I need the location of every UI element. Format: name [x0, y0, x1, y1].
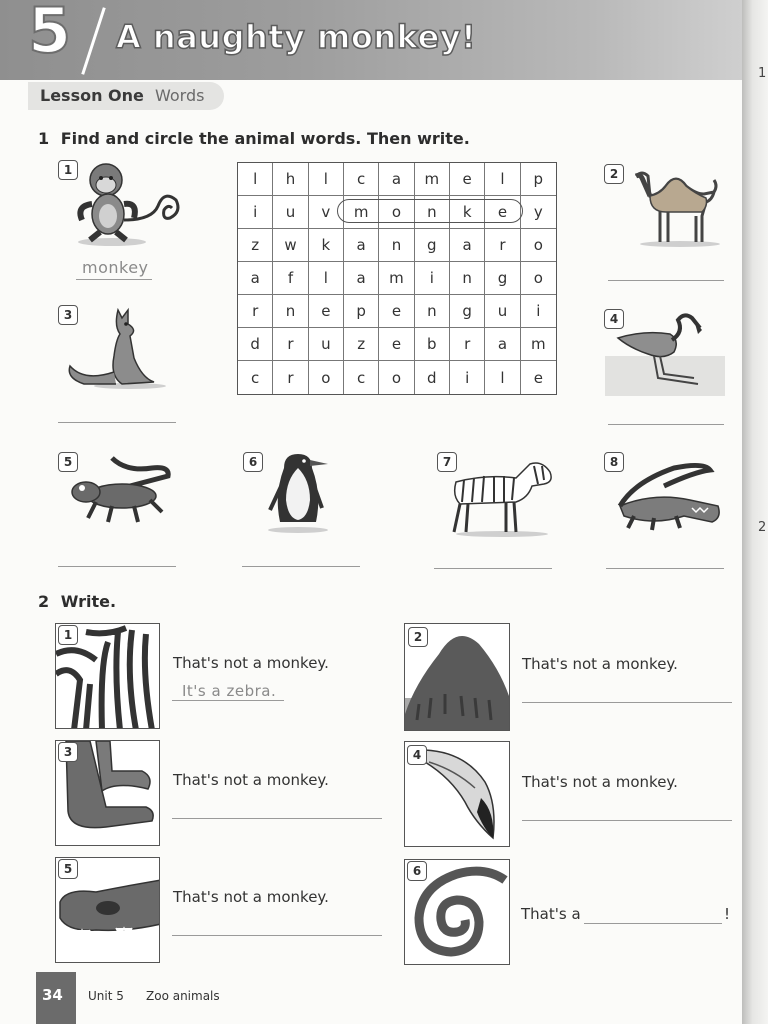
wordsearch-cell[interactable]: n: [450, 262, 485, 295]
wordsearch-cell[interactable]: k: [309, 229, 344, 262]
book-spine: [742, 0, 768, 1024]
wordsearch-cell[interactable]: a: [238, 262, 273, 295]
circled-word-monkey: [337, 199, 523, 223]
wordsearch-cell[interactable]: p: [344, 295, 379, 328]
lesson-section: Words: [155, 86, 205, 105]
exercise-2-heading: [38, 592, 116, 611]
camel-icon: [630, 166, 726, 248]
wordsearch-cell[interactable]: l: [485, 163, 520, 196]
wordsearch-cell[interactable]: l: [485, 361, 520, 394]
facing-page-number: 1: [758, 66, 767, 81]
wordsearch-cell[interactable]: n: [379, 229, 414, 262]
wordsearch-cell[interactable]: e: [533, 368, 543, 387]
item-number-box: 4: [604, 309, 624, 329]
exercise-2-number: 2: [38, 592, 50, 611]
wordsearch-cell[interactable]: o: [521, 262, 556, 295]
wordsearch-cell[interactable]: a: [344, 229, 379, 262]
wordsearch-cell[interactable]: m: [344, 196, 379, 229]
wordsearch-cell[interactable]: i: [238, 196, 273, 229]
write-line[interactable]: [434, 568, 552, 569]
wordsearch-cell[interactable]: n: [415, 295, 450, 328]
lesson-label: Lesson One: [40, 86, 144, 105]
wordsearch-cell[interactable]: r: [273, 328, 308, 361]
wordsearch-cell[interactable]: l: [309, 163, 344, 196]
wordsearch-cell[interactable]: o: [379, 196, 414, 229]
item-number-box: 6: [407, 861, 427, 881]
wordsearch-cell[interactable]: e: [485, 196, 520, 229]
banner-divider: [81, 7, 105, 75]
wordsearch-cell[interactable]: d: [238, 328, 273, 361]
wordsearch-cell[interactable]: e: [379, 295, 414, 328]
write-line[interactable]: [242, 566, 360, 567]
write-line[interactable]: [584, 923, 722, 924]
wordsearch-cell[interactable]: u: [273, 196, 308, 229]
wordsearch-cell[interactable]: h: [273, 163, 308, 196]
unit-title: A naughty monkey!: [116, 18, 477, 56]
prompt-sentence: That's not a monkey.: [173, 888, 329, 906]
wordsearch-cell[interactable]: e: [450, 163, 485, 196]
wordsearch-cell[interactable]: i: [415, 262, 450, 295]
wordsearch-cell[interactable]: f: [273, 262, 308, 295]
write-line[interactable]: [172, 935, 382, 936]
wordsearch-cell[interactable]: b: [415, 328, 450, 361]
wordsearch-cell[interactable]: z: [344, 328, 379, 361]
wordsearch-cell[interactable]: c: [344, 361, 379, 394]
item-number-box: 3: [58, 305, 78, 325]
zebra-icon: [446, 456, 556, 538]
wordsearch-grid[interactable]: [237, 162, 557, 395]
item-number-box: 4: [407, 745, 427, 765]
wordsearch-cell[interactable]: o: [379, 361, 414, 394]
answer-text: monkey: [82, 258, 149, 277]
wordsearch-cell[interactable]: r: [273, 361, 308, 394]
item-number-box: 2: [604, 164, 624, 184]
wordsearch-cell[interactable]: n: [415, 196, 450, 229]
wordsearch-cell[interactable]: n: [273, 295, 308, 328]
wordsearch-cell[interactable]: a: [379, 163, 414, 196]
write-line[interactable]: [608, 424, 724, 425]
write-line[interactable]: [172, 818, 382, 819]
unit-number: 5: [28, 0, 72, 67]
item-number-box: 5: [58, 859, 78, 879]
wordsearch-cell[interactable]: l: [309, 262, 344, 295]
wordsearch-cell[interactable]: g: [485, 262, 520, 295]
sentence-end: !: [724, 905, 731, 923]
write-line[interactable]: [522, 702, 732, 703]
item-number-box: 8: [604, 452, 624, 472]
exercise-1-number: 1: [38, 129, 50, 148]
write-line[interactable]: [76, 279, 152, 280]
wordsearch-cell[interactable]: c: [344, 163, 379, 196]
exercise-1-heading: [38, 129, 470, 148]
write-line[interactable]: [172, 700, 284, 701]
write-line[interactable]: [608, 280, 724, 281]
item-number-box: 6: [243, 452, 263, 472]
exercise-2-instruction: Write.: [60, 592, 117, 611]
prompt-sentence: That's not a monkey.: [173, 771, 329, 789]
item-number-box: 3: [58, 742, 78, 762]
write-line[interactable]: [606, 568, 724, 569]
wordsearch-cell[interactable]: u: [485, 295, 520, 328]
wordsearch-cell[interactable]: m: [415, 163, 450, 196]
wordsearch-cell[interactable]: z: [238, 229, 273, 262]
write-line[interactable]: [522, 820, 732, 821]
monkey-icon: [72, 160, 184, 248]
crocodile-icon: [614, 462, 724, 534]
footer-unit: Unit 5: [88, 989, 124, 1003]
page-number: 34: [42, 986, 63, 1004]
wordsearch-cell[interactable]: o: [309, 361, 344, 394]
lesson-bar: [28, 82, 224, 110]
wordsearch-cell[interactable]: l: [238, 163, 273, 196]
wordsearch-cell[interactable]: g: [450, 295, 485, 328]
item-number-box: 1: [58, 625, 78, 645]
penguin-icon: [262, 450, 334, 534]
wordsearch-cell[interactable]: v: [309, 196, 344, 229]
wordsearch-cell[interactable]: a: [450, 229, 485, 262]
item-number-box: 5: [58, 452, 78, 472]
lizard-icon: [68, 452, 178, 532]
wordsearch-cell[interactable]: m: [521, 328, 556, 361]
wordsearch-cell[interactable]: a: [344, 262, 379, 295]
item-number-box: 2: [408, 627, 428, 647]
write-line[interactable]: [58, 566, 176, 567]
prompt-sentence: That's not a monkey.: [522, 655, 678, 673]
wordsearch-cell[interactable]: e: [309, 295, 344, 328]
wordsearch-cell[interactable]: i: [521, 295, 556, 328]
wordsearch-cell[interactable]: e: [379, 328, 414, 361]
wordsearch-cell[interactable]: y: [521, 196, 556, 229]
kangaroo-icon: [64, 306, 168, 390]
wordsearch-cell[interactable]: r: [238, 295, 273, 328]
item-number-box: 1: [58, 160, 78, 180]
unit-banner: [0, 0, 742, 80]
wordsearch-cell[interactable]: u: [309, 328, 344, 361]
prompt-sentence: That's not a monkey.: [522, 773, 678, 791]
wordsearch-cell[interactable]: k: [450, 196, 485, 229]
footer-topic: Zoo animals: [146, 989, 220, 1003]
wordsearch-cell[interactable]: p: [521, 163, 556, 196]
wordsearch-cell[interactable]: o: [521, 229, 556, 262]
wordsearch-cell[interactable]: w: [273, 229, 308, 262]
wordsearch-cell[interactable]: m: [379, 262, 414, 295]
exercise-1-instruction: Find and circle the animal words. Then write.: [60, 129, 470, 148]
wordsearch-cell[interactable]: a: [485, 328, 520, 361]
wordsearch-cell[interactable]: g: [415, 229, 450, 262]
flamingo-icon: [614, 312, 706, 390]
answer-text: It's a zebra.: [182, 682, 277, 700]
facing-page-number: 2: [758, 520, 767, 535]
wordsearch-cell[interactable]: r: [450, 328, 485, 361]
wordsearch-cell[interactable]: i: [450, 361, 485, 394]
item-number-box: 7: [437, 452, 457, 472]
wordsearch-cell[interactable]: c: [238, 361, 273, 394]
prompt-sentence: That's not a monkey.: [173, 654, 329, 672]
wordsearch-cell[interactable]: r: [485, 229, 520, 262]
write-line[interactable]: [58, 422, 176, 423]
prompt-sentence: That's a: [521, 905, 581, 923]
wordsearch-cell[interactable]: d: [415, 361, 450, 394]
